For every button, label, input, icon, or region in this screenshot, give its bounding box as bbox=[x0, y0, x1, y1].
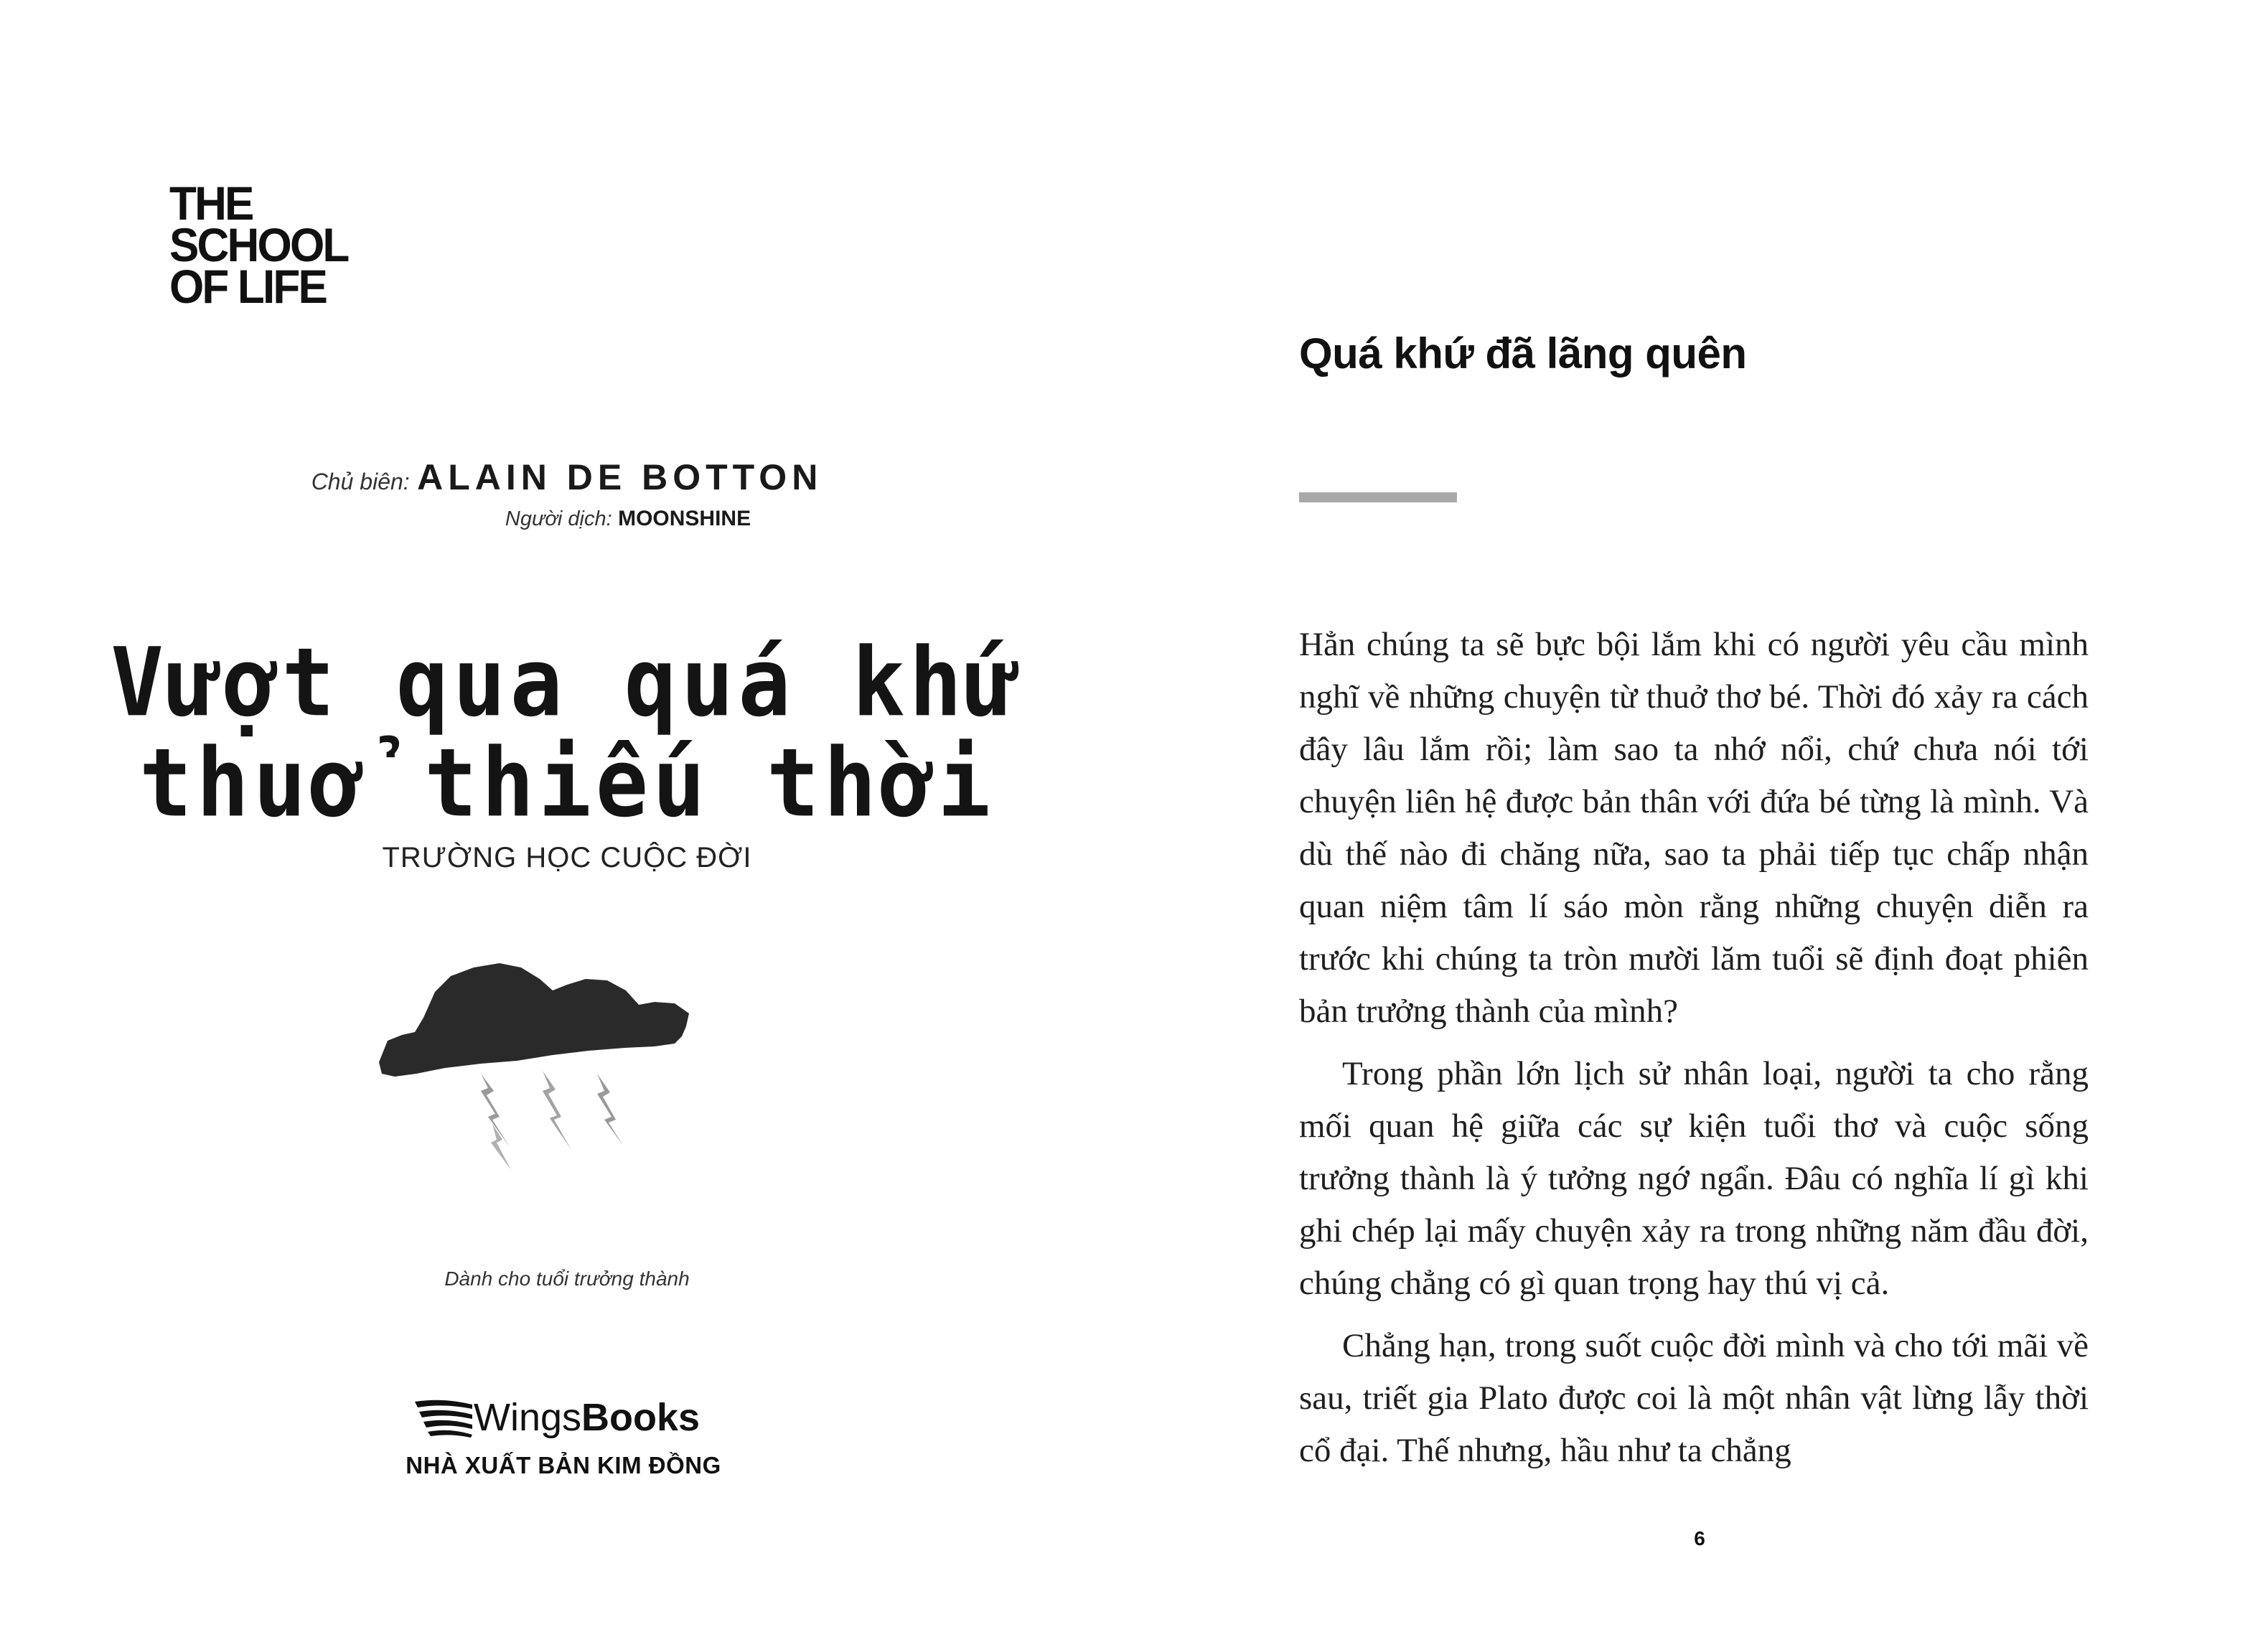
publisher-name: NHÀ XUẤT BẢN KIM ĐỒNG bbox=[406, 1452, 721, 1478]
page-number: 6 bbox=[1694, 1527, 1705, 1550]
audience-note: Dành cho tuổi trưởng thành bbox=[444, 1267, 690, 1290]
school-of-life-logo bbox=[169, 177, 348, 313]
chapter-title: Quá khứ đã lãng quên bbox=[1299, 329, 1747, 378]
editor-credit bbox=[0, 456, 1134, 498]
title-rule-divider bbox=[1299, 492, 1457, 502]
book-title-line-2: thuở thiếu thời bbox=[139, 728, 995, 838]
imprint-bold: Books bbox=[581, 1396, 700, 1439]
translator-name: MOONSHINE bbox=[618, 507, 751, 530]
logo-line: SCHOOL bbox=[169, 218, 348, 271]
book-title-line-1: Vượt qua quá khứ bbox=[111, 627, 1023, 738]
wingsbooks-logo bbox=[415, 1392, 700, 1443]
editor-name: ALAIN DE BOTTON bbox=[417, 457, 823, 497]
logo-line: OF LIFE bbox=[169, 260, 327, 313]
translator-label: Người dịch: bbox=[505, 507, 612, 530]
body-text bbox=[1299, 619, 2089, 1477]
series-name: TRƯỜNG HỌC CUỘC ĐỜI bbox=[382, 842, 752, 873]
imprint-prefix: Wings bbox=[474, 1396, 582, 1439]
logo-line: THE bbox=[169, 177, 253, 230]
translator-credit bbox=[0, 507, 1134, 531]
paragraph: Hẳn chúng ta sẽ bực bội lắm khi có người yêu cầu mình nghĩ về những chuyện từ thuở thơ bé. Thời đó xảy ra cách đây lâu lắm rồi; làm sao ta nhớ nổi, chứ chưa nói tới chuyện liên hệ được bản thân với đứa bé từng là mình. Và dù thế nào đi chăng nữa, sao ta phải tiếp tục chấp nhận quan niệm tâm lí sáo mòn rằng những chuyện diễn ra trước khi chúng ta tròn mười lăm tuổi sẽ định đoạt phiên bản trưởng thành của mình? bbox=[1299, 626, 2089, 1030]
wings-icon bbox=[415, 1396, 474, 1439]
cloud-with-lightning-icon bbox=[373, 947, 761, 1206]
paragraph: Trong phần lớn lịch sử nhân loại, người ta cho rằng mối quan hệ giữa các sự kiện tuổi thơ và cuộc sống trưởng thành là ý tưởng ngớ ngẩn. Đâu có nghĩa lí gì khi ghi chép lại mấy chuyện xảy ra trong những năm đầu đời, chúng chẳng có gì quan trọng hay thú vị cả. bbox=[1299, 1055, 2089, 1302]
editor-label: Chủ biên: bbox=[311, 469, 410, 495]
paragraph: Chẳng hạn, trong suốt cuộc đời mình và cho tới mãi về sau, triết gia Plato được coi là một nhân vật lừng lẫy thời cổ đại. Thế nhưng, hầu như ta chẳng bbox=[1299, 1327, 2089, 1469]
imprint-name bbox=[474, 1395, 700, 1440]
